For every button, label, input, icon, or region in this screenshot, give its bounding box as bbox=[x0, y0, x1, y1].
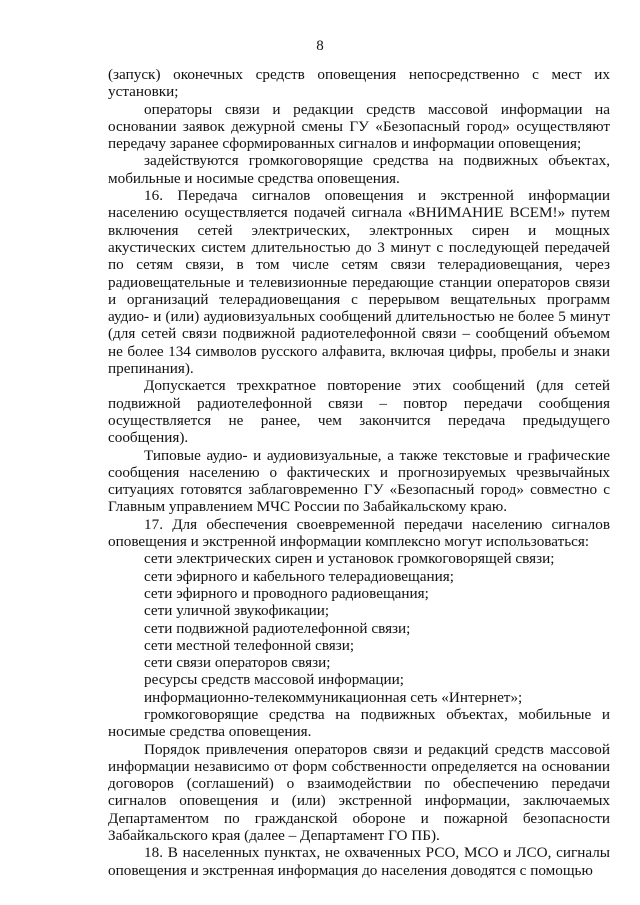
list-item: сети эфирного и кабельного телерадиовещания; bbox=[144, 567, 454, 585]
paragraph: Порядок привлечения операторов связи и редакций средств массовой информации независимо от форм собственности определяется на основании договоров (соглашений) о взаимодействии по обеспечению передачи сигналов оповещения и (или) экстренной информации, заключаемых Департаментом по гражданской обороне и пожарной безопасности Забайкальского края (далее – Департамент ГО ПБ). bbox=[108, 740, 610, 845]
list-item: сети связи операторов связи; bbox=[144, 654, 331, 672]
list-item: сети местной телефонной связи; bbox=[144, 636, 355, 654]
paragraph: Типовые аудио- и аудиовизуальные, а также текстовые и графические сообщения населению о фактических и прогнозируемых чрезвычайных ситуациях готовятся заблаговременно ГУ «Безопасный город» совместно с Главным управлением МЧС России по Забайкальскому краю. bbox=[108, 446, 610, 516]
paragraph: (запуск) оконечных средств оповещения непосредственно с мест их установки; bbox=[108, 66, 610, 101]
list-item: сети электрических сирен и установок громкоговорящей связи; bbox=[144, 550, 555, 568]
list-item: информационно-телекоммуникационная сеть «Интернет»; bbox=[144, 688, 523, 706]
list-item: сети подвижной радиотелефонной связи; bbox=[144, 619, 411, 637]
list-item: ресурсы средств массовой информации; bbox=[144, 671, 404, 689]
paragraph: 16. Передача сигналов оповещения и экстренной информации населению осуществляется подачей сигнала «ВНИМАНИЕ ВСЕМ!» путем включения сетей электрических, электронных сирен и мощных акустических систем длительностью до 3 минут с последующей передачей по сетям связи, в том числе сетям связи телерадиовещания, через радиовещательные и телевизионные передающие станции операторов связи и организаций телерадиовещания с перерывом вещательных программ аудио- и (или) аудиовизуальных сообщений длительностью не более 5 минут (для сетей связи подвижной радиотелефонной связи – сообщений объемом не более 134 символов русского алфавита, включая цифры, пробелы и знаки препинания). bbox=[108, 187, 610, 378]
document-body bbox=[108, 66, 610, 879]
paragraph: операторы связи и редакции средств массовой информации на основании заявок дежурной смены ГУ «Безопасный город» осуществляют передачу заранее сформированных сигналов и информации оповещения; bbox=[108, 100, 610, 153]
paragraph: задействуются громкоговорящие средства на подвижных объектах, мобильные и носимые средства оповещения. bbox=[108, 152, 610, 187]
list-item: сети уличной звукофикации; bbox=[144, 602, 330, 620]
list-item: сети эфирного и проводного радиовещания; bbox=[144, 584, 429, 602]
paragraph: 17. Для обеспечения своевременной передачи населению сигналов оповещения и экстренной информации комплексно могут использоваться: bbox=[108, 515, 610, 551]
paragraph: 18. В населенных пунктах, не охваченных РСО, МСО и ЛСО, сигналы оповещения и экстренная информация до населения доводятся с помощью bbox=[108, 844, 610, 879]
page-number: 8 bbox=[316, 38, 324, 54]
paragraph: громкоговорящие средства на подвижных объектах, мобильные и носимые средства оповещения. bbox=[108, 705, 610, 741]
paragraph: Допускается трехкратное повторение этих сообщений (для сетей подвижной радиотелефонной связи – повтор передачи сообщения осуществляется не ранее, чем закончится передача предыдущего сообщения). bbox=[108, 377, 610, 447]
